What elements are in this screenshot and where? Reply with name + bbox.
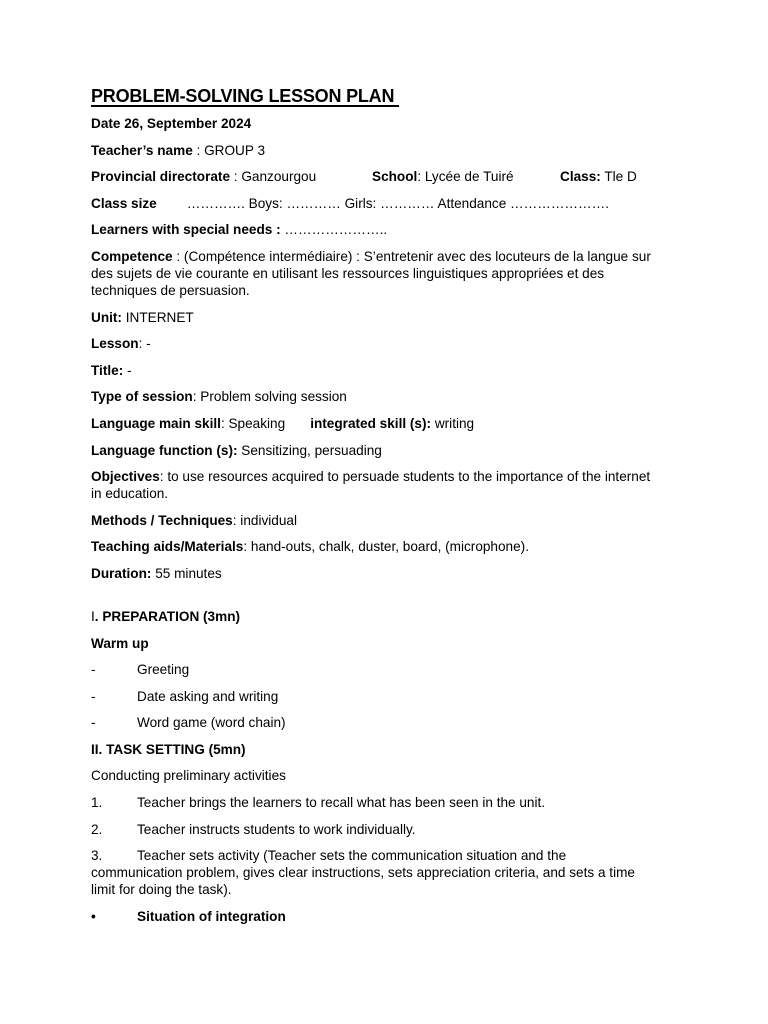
lesson-plan: [91, 86, 661, 934]
list-item-text: Date asking and writing: [137, 688, 279, 704]
class-value: Tle D: [604, 169, 637, 185]
teacher-label: Teacher’s name: [91, 142, 193, 158]
special-needs-line: [91, 221, 661, 238]
methods-line: [91, 512, 661, 529]
unit-label: Unit:: [91, 309, 122, 325]
numbered-item: [91, 847, 661, 898]
school-label: School: [372, 169, 418, 185]
objectives-label: Objectives: [91, 469, 160, 485]
special-needs-label: Learners with special needs :: [91, 222, 281, 238]
class-size-label: Class size: [91, 195, 157, 211]
lesson-title-label: Title:: [91, 362, 124, 378]
list-marker: -: [91, 715, 96, 731]
preparation-heading-text: . PREPARATION (3mn): [94, 608, 241, 624]
numbered-item: [91, 794, 661, 811]
numbered-item-text: Teacher sets activity (Teacher sets the communication situation and the communication problem, gives clear instructions, sets appreciation criteria, and sets a time limit for doing the task).: [91, 848, 635, 898]
list-item: [91, 688, 661, 705]
unit-value: INTERNET: [121, 309, 194, 325]
date-value: 26, September 2024: [124, 116, 252, 131]
duration-label: Duration:: [91, 565, 152, 581]
aids-label: Teaching aids/Materials: [91, 539, 244, 555]
date-label: Date: [91, 116, 121, 131]
aids-line: [91, 538, 661, 555]
list-marker: -: [91, 662, 96, 678]
directorate-line: [91, 168, 661, 185]
duration-line: [91, 565, 661, 582]
directorate-value: : Ganzourgou: [230, 169, 317, 185]
unit-line: [91, 309, 661, 326]
integrated-skill-label: integrated skill (s):: [310, 415, 432, 431]
class-label: Class:: [560, 169, 601, 185]
numbered-item-text: Teacher instructs students to work individually.: [137, 821, 416, 837]
list-number: 2.: [91, 821, 103, 837]
function-value: Sensitizing, persuading: [237, 442, 382, 458]
task-setting-intro: Conducting preliminary activities: [91, 768, 286, 784]
aids-value: : hand-outs, chalk, duster, board, (microphone).: [243, 539, 529, 555]
class-size-line: [91, 195, 661, 212]
objectives-line: [91, 468, 661, 502]
lesson-line: [91, 335, 661, 352]
page-title: PROBLEM-SOLVING LESSON PLAN: [91, 86, 400, 106]
bullet-icon: •: [91, 908, 96, 924]
session-type-label: Type of session: [91, 389, 193, 405]
competence-line: [91, 248, 661, 299]
list-item: [91, 661, 661, 678]
warm-up-heading: Warm up: [91, 635, 149, 651]
list-item-text: Word game (word chain): [137, 715, 286, 731]
objectives-value: : to use resources acquired to persuade students to the importance of the internet in education.: [91, 469, 651, 502]
competence-label: Competence: [91, 248, 173, 264]
task-setting-heading: II. TASK SETTING (5mn): [91, 741, 246, 757]
preparation-numeral: I: [91, 608, 95, 624]
list-marker: -: [91, 688, 96, 704]
class-size-value: …………. Boys: ………… Girls: ………… Attendance ………………….: [186, 195, 609, 211]
session-type-line: [91, 388, 661, 405]
list-number: 1.: [91, 795, 103, 811]
lesson-label: Lesson: [91, 336, 139, 352]
competence-value: : (Compétence intermédiaire) : S’entretenir avec des locuteurs de la langue sur des sujets de vie courante en utilisant les ressources linguistiques appropriées et des techniques de persuasion.: [91, 248, 651, 298]
lesson-title-value: -: [123, 362, 132, 378]
title-line: [91, 362, 661, 379]
school-value: : Lycée de Tuiré: [417, 169, 514, 185]
main-skill-value: : Speaking: [220, 415, 286, 431]
special-needs-value: …………………..: [280, 222, 388, 238]
main-skill-label: Language main skill: [91, 415, 221, 431]
methods-label: Methods / Techniques: [91, 512, 233, 528]
list-number: 3.: [91, 848, 103, 864]
skills-line: [91, 415, 661, 432]
teacher-value: : GROUP 3: [192, 142, 266, 158]
duration-value: 55 minutes: [151, 565, 222, 581]
function-label: Language function (s):: [91, 442, 238, 458]
numbered-item: [91, 821, 661, 838]
function-line: [91, 442, 661, 459]
directorate-label: Provincial directorate: [91, 169, 231, 185]
situation-text: Situation of integration: [137, 908, 286, 924]
list-item-text: Greeting: [137, 662, 190, 678]
situation-item: [91, 908, 661, 925]
list-item: [91, 714, 661, 731]
methods-value: : individual: [232, 512, 297, 528]
integrated-skill-value: writing: [431, 415, 475, 431]
session-type-value: : Problem solving session: [192, 389, 347, 405]
preparation-heading: [91, 608, 661, 625]
date-line: [91, 115, 661, 132]
lesson-value: : -: [138, 336, 151, 352]
teacher-line: [91, 142, 661, 159]
numbered-item-text: Teacher brings the learners to recall what has been seen in the unit.: [137, 795, 546, 811]
